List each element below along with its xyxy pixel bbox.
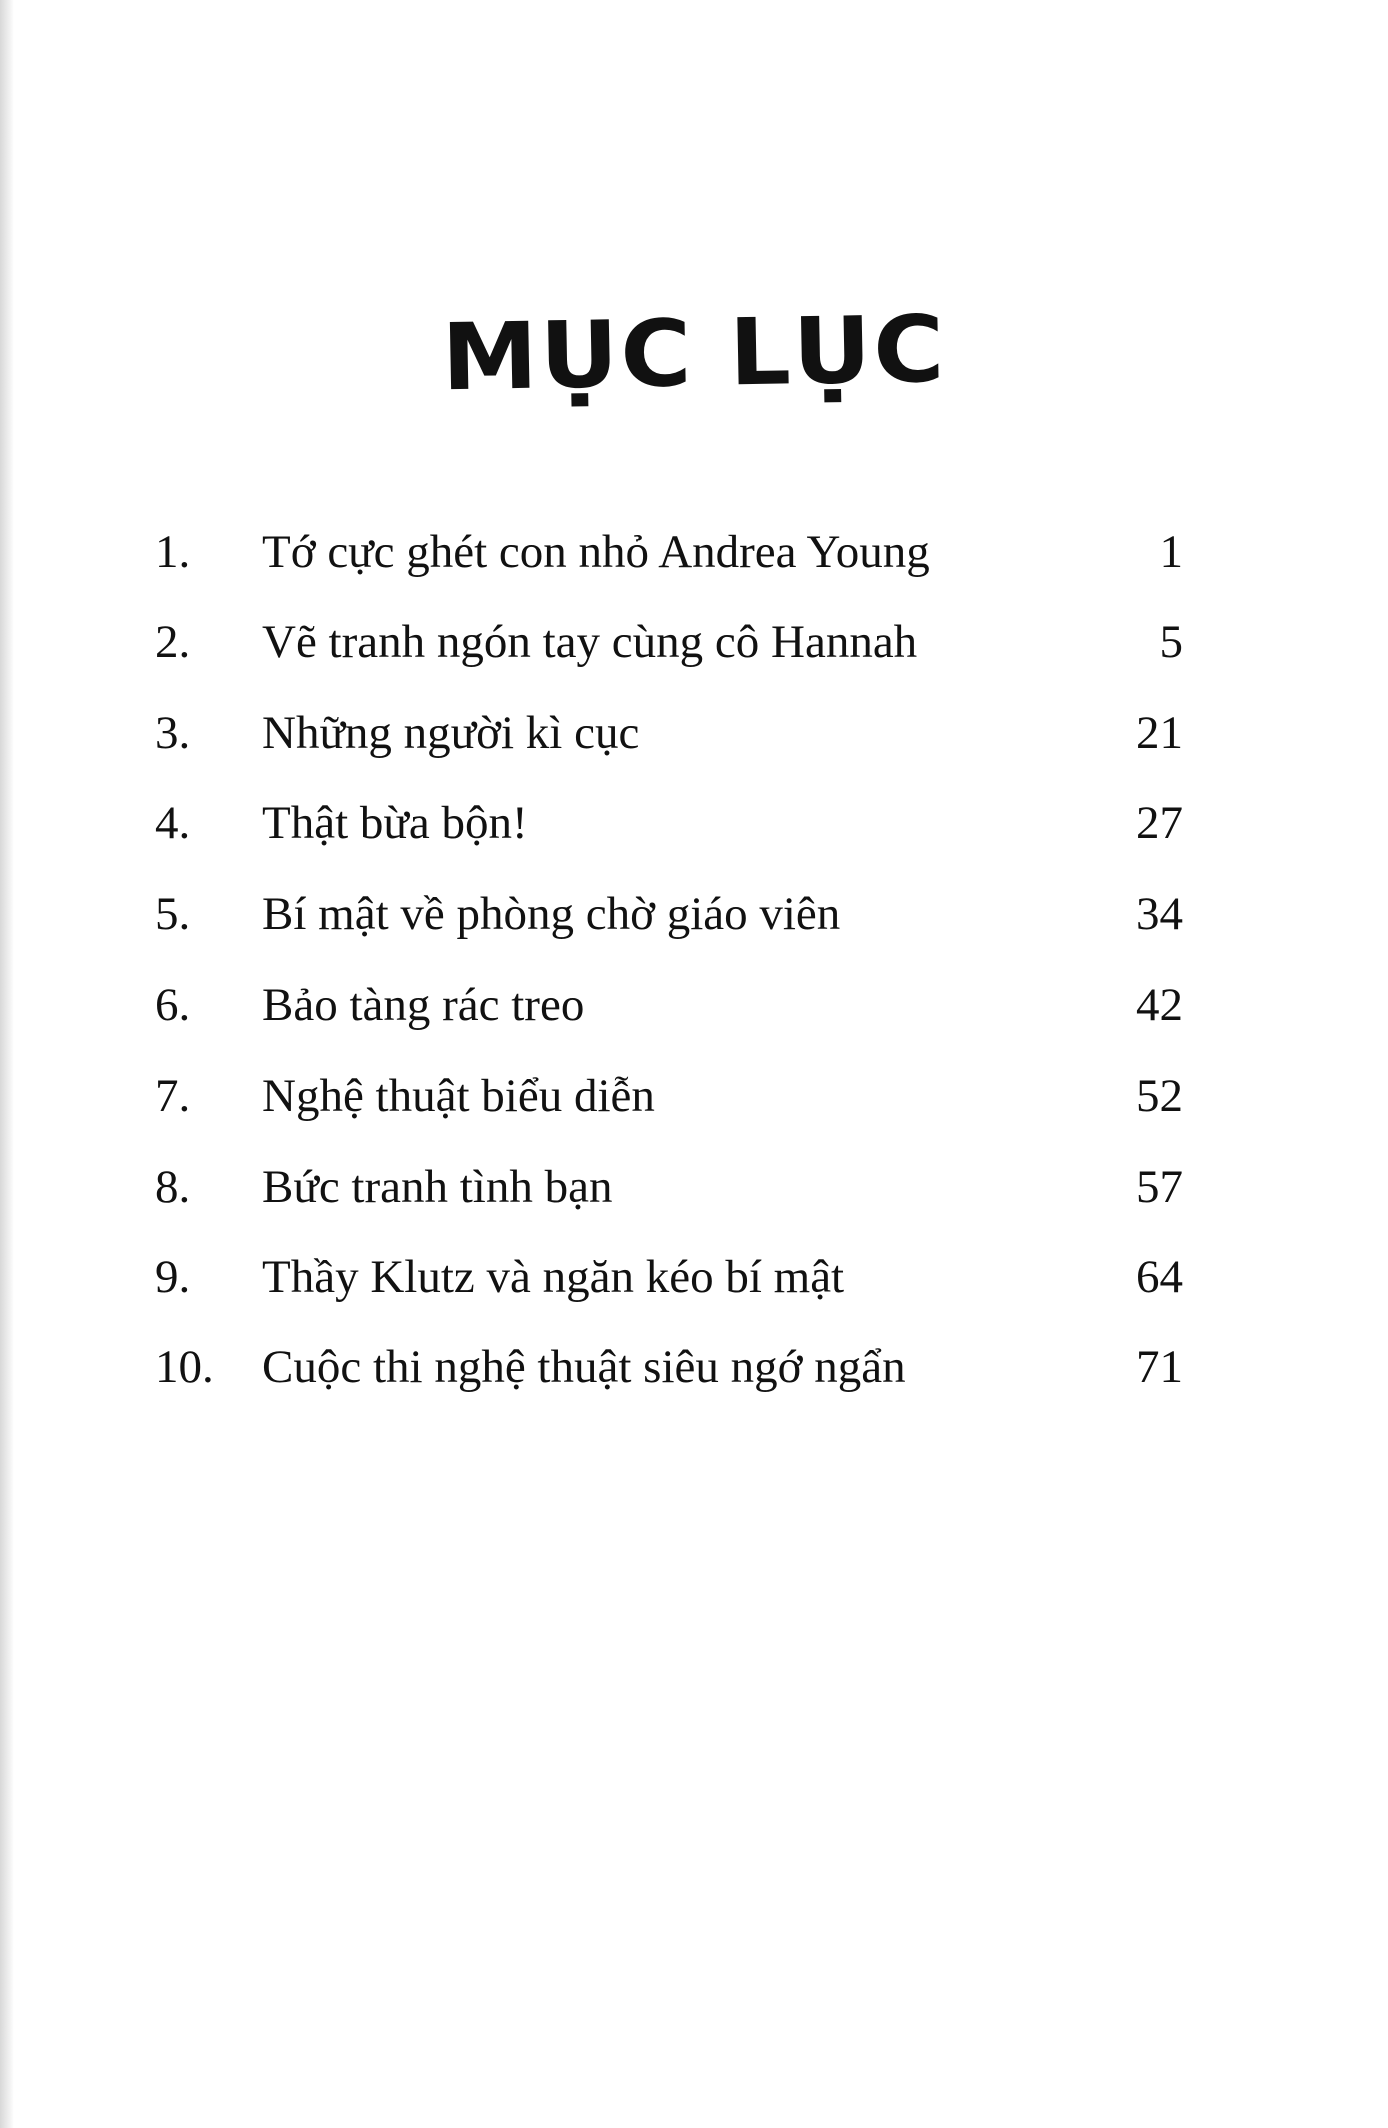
entry-number: 1.	[155, 526, 191, 578]
toc-entry	[0, 1337, 1388, 1397]
toc-entry	[0, 793, 1388, 853]
toc-entry	[0, 703, 1388, 763]
entry-title: Vẽ tranh ngón tay cùng cô Hannah	[262, 616, 918, 668]
entry-title: Bảo tàng rác treo	[262, 979, 585, 1031]
entry-number: 4.	[155, 797, 191, 849]
entry-title: Tớ cực ghét con nhỏ Andrea Young	[262, 526, 930, 578]
entry-page: 34	[1136, 888, 1183, 940]
toc-entry	[0, 1157, 1388, 1217]
toc-entry	[0, 1247, 1388, 1307]
entry-page: 64	[1136, 1251, 1183, 1303]
entry-title: Bức tranh tình bạn	[262, 1161, 613, 1213]
entry-title: Thầy Klutz và ngăn kéo bí mật	[262, 1251, 845, 1303]
entry-title: Thật bừa bộn!	[262, 797, 528, 849]
entry-title: Bí mật về phòng chờ giáo viên	[262, 888, 841, 940]
entry-number: 6.	[155, 979, 191, 1031]
entry-number: 7.	[155, 1070, 191, 1122]
entry-number: 10.	[155, 1341, 214, 1393]
entry-number: 8.	[155, 1161, 191, 1213]
entry-page: 71	[1136, 1341, 1183, 1393]
toc-entry	[0, 975, 1388, 1035]
entry-number: 9.	[155, 1251, 191, 1303]
page-title: MỤC LỤC	[440, 295, 948, 412]
toc-entry	[0, 522, 1388, 582]
entry-page: 21	[1136, 707, 1183, 759]
entry-number: 2.	[155, 616, 191, 668]
entry-title: Cuộc thi nghệ thuật siêu ngớ ngẩn	[262, 1341, 906, 1393]
entry-page: 1	[1159, 526, 1183, 578]
toc-entry	[0, 612, 1388, 672]
entry-number: 3.	[155, 707, 191, 759]
entry-number: 5.	[155, 888, 191, 940]
entry-title: Nghệ thuật biểu diễn	[262, 1070, 655, 1122]
toc-entry	[0, 884, 1388, 944]
entry-title: Những người kì cục	[262, 707, 640, 759]
entry-page: 52	[1136, 1070, 1183, 1122]
entry-page: 57	[1136, 1161, 1183, 1213]
entry-page: 5	[1159, 616, 1183, 668]
entry-page: 27	[1136, 797, 1183, 849]
toc-entry	[0, 1066, 1388, 1126]
entry-page: 42	[1136, 979, 1183, 1031]
